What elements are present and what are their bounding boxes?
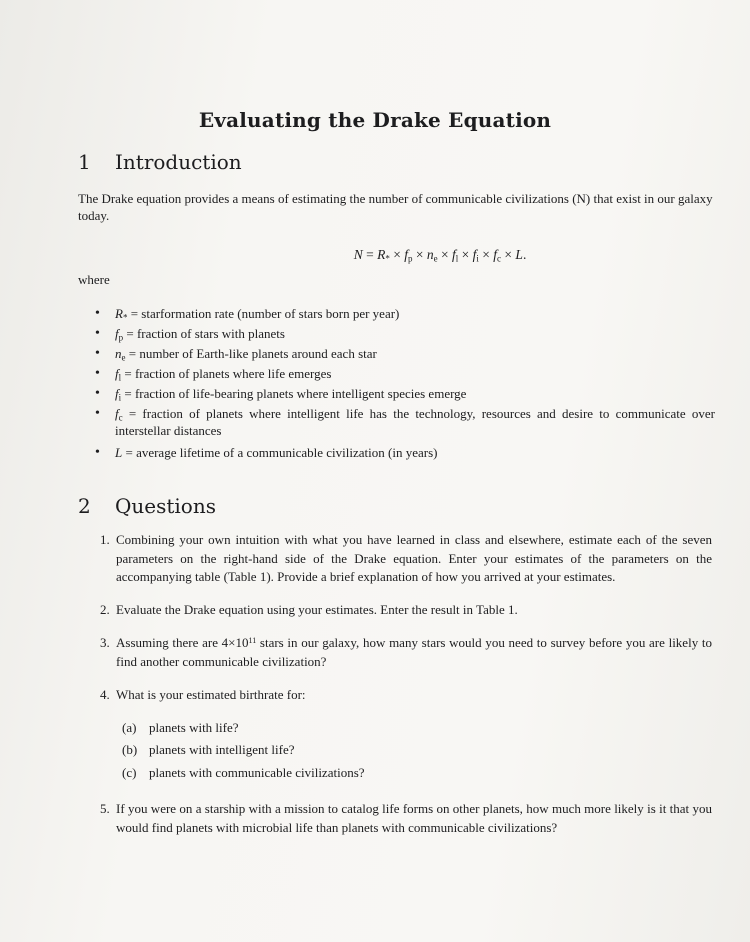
parameter-subscript: * (122, 312, 128, 323)
parameter-symbol: f (115, 406, 119, 421)
eq-term (515, 247, 523, 262)
parameter-definition: = number of Earth-like planets around each star (125, 346, 377, 361)
eq-term (452, 247, 458, 262)
eq-subscript: p (407, 253, 413, 264)
eq-term (377, 247, 390, 262)
intro-paragraph: The Drake equation provides a means of estimating the number of communicable civilizations (N) that exist in our galaxy today. (78, 191, 713, 223)
sub-question-item (116, 741, 712, 760)
parameter-symbol: n (115, 346, 122, 361)
parameter-list (95, 305, 715, 464)
question-number: 4. (100, 687, 110, 702)
eq-subscript: l (455, 253, 459, 264)
question-text: Combining your own intuition with what you have learned in class and elsewhere, estimate each of the seven parameters on the right-hand side of the Drake equation. Enter your estimates of the parameters on the accompanying table (Table 1). Provide a brief explanation of how you arrived at your estimates. (116, 532, 712, 584)
sub-question-item (116, 764, 712, 783)
question-number: 1. (100, 532, 110, 547)
eq-term (473, 247, 479, 262)
question-item (100, 531, 712, 587)
eq-subscript: c (497, 253, 502, 264)
sub-question-item (116, 719, 712, 738)
parameter-item (95, 405, 715, 439)
eq-subscript: e (433, 253, 438, 264)
document-title: Evaluating the Drake Equation (198, 108, 552, 132)
sub-question-text: planets with communicable civilizations? (149, 764, 365, 780)
question-item (100, 800, 712, 837)
parameter-item (95, 365, 715, 382)
sub-question-text: planets with life? (149, 719, 239, 735)
question-text: Evaluate the Drake equation using your estimates. Enter the result in Table 1. (116, 601, 518, 617)
eq-symbol: f (493, 247, 498, 262)
parameter-item (95, 325, 715, 342)
eq-subscript: i (476, 253, 479, 264)
sub-question-list (116, 719, 712, 783)
section-heading-questions (78, 494, 378, 520)
question-number: 5. (100, 801, 110, 816)
eq-symbol: f (451, 247, 456, 262)
question-number: 3. (100, 635, 110, 650)
section-heading-introduction (78, 150, 378, 176)
sub-question-text: planets with intelligent life? (149, 742, 295, 757)
question-text: stars in our galaxy, how many stars would you need to survey before you are likely to find another communicable civilization? (116, 635, 712, 669)
parameter-subscript: i (118, 392, 122, 403)
section-title: Questions (115, 494, 216, 518)
eq-symbol: f (404, 247, 408, 262)
sub-question-label: (c) (122, 764, 137, 780)
drake-equation: $N = R_* \times f_p \times n_e \times f_l \times f_i \times f_c \times L$. (353, 247, 527, 264)
section-title: Introduction (115, 150, 242, 174)
question-text: Assuming there are 4×10 (116, 635, 249, 650)
question-number: 2. (100, 601, 110, 617)
question-text: If you were on a starship with a mission to catalog life forms on other planets, how much more likely is it that you would find planets with microbial life than planets with communicable civilizations? (116, 801, 712, 835)
eq-term (404, 247, 412, 262)
parameter-subscript: c (118, 412, 123, 423)
sub-question-label: (b) (122, 742, 138, 757)
exponent: 11 (248, 636, 257, 645)
parameter-definition: = fraction of planets where life emerges (121, 366, 332, 381)
parameter-item (95, 444, 715, 461)
eq-symbol: f (472, 247, 477, 262)
parameter-item (95, 345, 715, 362)
section-number: 2 (78, 494, 91, 518)
parameter-definition: = average lifetime of a communicable civilization (in years) (122, 445, 438, 460)
eq-term (427, 247, 438, 262)
parameter-definition: = fraction of stars with planets (123, 326, 285, 341)
parameter-subscript: e (121, 352, 126, 363)
parameter-definition: = fraction of life-bearing planets where intelligent species emerge (121, 386, 467, 401)
question-item (100, 601, 712, 620)
parameter-definition: = fraction of planets where intelligent life has the technology, resources and desire to communicate over interstellar distances (115, 406, 715, 438)
eq-symbol: L (515, 247, 523, 262)
question-item (100, 686, 712, 782)
parameter-symbol: L (115, 445, 123, 460)
parameter-symbol: f (115, 386, 119, 401)
parameter-symbol: f (115, 366, 119, 381)
parameter-subscript: p (118, 332, 124, 343)
parameter-definition: = starformation rate (number of stars born per year) (127, 306, 400, 321)
parameter-symbol: f (115, 326, 119, 341)
question-list (100, 531, 712, 847)
eq-term (493, 247, 501, 262)
eq-subscript: * (385, 253, 390, 264)
parameter-item (95, 305, 715, 322)
parameter-item (95, 385, 715, 402)
sub-question-label: (a) (122, 719, 137, 735)
section-number: 1 (78, 150, 91, 174)
parameter-symbol: R (115, 306, 123, 321)
parameter-subscript: l (118, 372, 122, 383)
eq-symbol: R (377, 247, 386, 262)
eq-symbol: n (426, 247, 434, 262)
question-text: What is your estimated birthrate for: (116, 687, 306, 702)
where-label: where (78, 272, 110, 287)
question-item (100, 634, 712, 671)
eq-lhs: N (353, 247, 363, 262)
